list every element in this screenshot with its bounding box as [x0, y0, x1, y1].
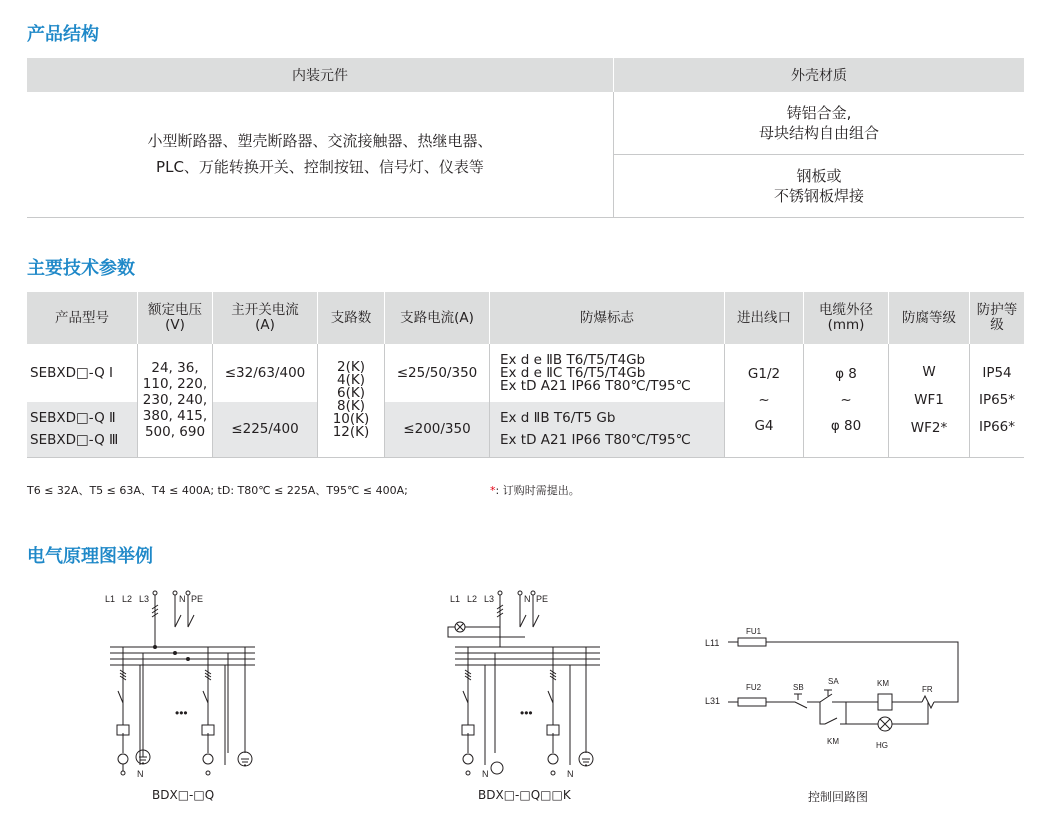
components-line2: PLC、万能转换开关、控制按钮、信号灯、仪表等 — [156, 158, 484, 177]
header-voltage-line2: (V) — [165, 317, 185, 333]
order-note — [490, 482, 580, 498]
header-main-current — [213, 292, 318, 344]
label-n-bottom: N — [137, 769, 144, 779]
inlet-top: G1/2 — [747, 366, 781, 383]
header-branches: 支路数 — [318, 292, 385, 344]
coil-icon — [878, 694, 892, 710]
row1-ex-line: Ex tD A21 IP66 T80℃/T95℃ — [500, 377, 691, 394]
voltage-line: 230, 240, — [142, 392, 208, 409]
material2-line1: 钢板或 — [796, 166, 842, 185]
ground-symbol — [582, 759, 590, 765]
main-switch-lines — [497, 595, 539, 647]
terminal-icon — [206, 771, 210, 775]
header-inlet: 进出线口 — [725, 292, 804, 344]
signal-lamp-cross — [880, 719, 890, 729]
branches-line: 4(K) — [337, 372, 365, 389]
row2-model-line: SEBXD□-Q Ⅲ — [30, 432, 119, 449]
header-protection: 防护等级 — [970, 292, 1025, 344]
protection-ip65: IP65* — [978, 391, 1016, 408]
voltage-line: 24, 36, — [151, 360, 199, 377]
components-line1: 小型断路器、塑壳断路器、交流接触器、热继电器、 — [147, 132, 493, 151]
ground-icon — [491, 762, 503, 774]
inlet-bottom: G4 — [754, 418, 774, 435]
row2-main-current: ≤225/400 — [213, 402, 318, 457]
section-title-diagrams: 电气原理图举例 — [27, 546, 153, 567]
header-cable-line1: 电缆外径 — [819, 302, 873, 318]
header-main-current-line1: 主开关电流 — [231, 302, 299, 318]
label-pe: PE — [191, 594, 204, 604]
terminal-icon — [466, 771, 470, 775]
terminal-icon — [173, 591, 177, 595]
node-icon — [154, 646, 157, 649]
cable-cell — [804, 344, 889, 457]
branches-line: 10(K) — [332, 411, 370, 428]
label-hg: HG — [876, 741, 888, 750]
branches-line: 6(K) — [337, 385, 365, 402]
row1-main-current: ≤32/63/400 — [213, 344, 318, 402]
label-l3: L3 — [484, 594, 495, 604]
components-cell — [27, 92, 614, 217]
label-l31: L31 — [705, 696, 721, 706]
label-km-contact: KM — [827, 737, 839, 746]
inlet-cell — [725, 344, 804, 457]
section-title-params: 主要技术参数 — [27, 258, 135, 279]
structure-table — [27, 58, 1024, 218]
row1-branch-current: ≤25/50/350 — [385, 344, 490, 402]
voltage-line: 380, 415, — [142, 408, 208, 425]
header-ex-mark: 防爆标志 — [490, 292, 725, 344]
order-note-star: * — [490, 484, 496, 497]
row1-ex-mark — [490, 344, 725, 402]
header-cable-line2: (mm) — [827, 317, 865, 333]
lamp-icon — [203, 754, 213, 764]
voltage-line: 110, 220, — [142, 376, 208, 393]
header-material: 外壳材质 — [791, 68, 847, 84]
n-lines — [140, 653, 143, 765]
busbars — [110, 647, 255, 665]
row1-model: SEBXD□-Q Ⅰ — [30, 364, 114, 381]
material1-line1: 铸铝合金, — [786, 103, 852, 122]
voltage-line: 500, 690 — [144, 424, 206, 441]
header-branch-current: 支路电流(A) — [385, 292, 490, 344]
node-icon — [187, 658, 190, 661]
terminal-icon — [153, 591, 157, 595]
indicator-wiring — [448, 624, 525, 637]
label-fu2: FU2 — [746, 683, 762, 692]
branches-line: 2(K) — [337, 359, 365, 376]
protection-cell — [970, 344, 1025, 457]
branch2-lines — [548, 647, 556, 753]
terminal-icon — [121, 771, 125, 775]
ellipsis-dots: ••• — [520, 706, 533, 720]
header-voltage — [138, 292, 213, 344]
cable-bottom: φ 80 — [830, 418, 862, 435]
inlet-mid: ~ — [758, 392, 770, 409]
label-fu1: FU1 — [746, 627, 762, 636]
header-anticorrosion: 防腐等级 — [889, 292, 970, 344]
protection-ip66: IP66* — [978, 418, 1016, 435]
lamp-wire — [846, 702, 928, 724]
branch1-lines — [118, 647, 126, 753]
fuse-icon — [738, 698, 766, 706]
terminal-icon — [551, 771, 555, 775]
material2-line2: 不锈钢板焊接 — [773, 186, 864, 205]
terminal-icon — [498, 591, 502, 595]
label-l2: L2 — [122, 594, 133, 604]
material1-line2: 母块结构自由组合 — [758, 123, 879, 142]
anticorrosion-wf2: WF2* — [910, 420, 948, 437]
label-km: KM — [877, 679, 889, 688]
caption-d3: 控制回路图 — [808, 790, 869, 804]
anticorrosion-w: W — [922, 364, 936, 381]
caption-d1: BDX□-□Q — [152, 788, 215, 802]
section-title-structure: 产品结构 — [27, 24, 99, 45]
cable-top: φ 8 — [835, 366, 857, 383]
row2-branch-current: ≤200/350 — [385, 402, 490, 457]
label-l1: L1 — [450, 594, 461, 604]
header-cable — [804, 292, 889, 344]
label-n-bottom: N — [567, 769, 574, 779]
branches-line: 8(K) — [337, 398, 365, 415]
row2-model — [27, 402, 138, 457]
label-pe: PE — [536, 594, 549, 604]
row1-ex-line: Ex d e ⅡB T6/T5/T4Gb — [500, 351, 646, 368]
lamp-icon — [463, 754, 473, 764]
row2-ex-line: Ex tD A21 IP66 T80℃/T95℃ — [500, 432, 691, 449]
header-components: 内装元件 — [27, 58, 614, 92]
params-table — [27, 292, 1024, 458]
material1-cell — [614, 92, 1025, 154]
terminal-icon — [531, 591, 535, 595]
row2-ex-mark — [490, 402, 725, 457]
anticorrosion-cell — [889, 344, 970, 457]
order-note-text: : 订购时需提出。 — [495, 484, 580, 497]
branches-cell — [318, 344, 385, 457]
terminal-icon — [518, 591, 522, 595]
ground-symbol — [241, 759, 249, 765]
cable-mid: ~ — [840, 392, 852, 409]
row2-ex-line: Ex d ⅡB T6/T5 Gb — [500, 410, 616, 427]
label-fr: FR — [922, 685, 933, 694]
row2-model-line: SEBXD□-Q Ⅱ — [30, 410, 116, 427]
node-icon — [174, 652, 177, 655]
row1-ex-line: Ex d e ⅡC T6/T5/T4Gb — [500, 364, 646, 381]
main-switch-lines — [152, 595, 194, 647]
header-model: 产品型号 — [27, 292, 138, 344]
terminal-icon — [186, 591, 190, 595]
label-n: N — [524, 594, 531, 604]
ellipsis-dots: ••• — [175, 706, 188, 720]
l31-wire — [728, 690, 940, 724]
protection-ip54: IP54 — [982, 364, 1012, 381]
label-sa: SA — [828, 677, 839, 686]
label-sb: SB — [793, 683, 804, 692]
header-main-current-line2: (A) — [255, 317, 275, 333]
branch2-lines — [203, 647, 211, 753]
diagram-control-circuit — [700, 620, 970, 760]
lamp-icon — [118, 754, 128, 764]
label-l2: L2 — [467, 594, 478, 604]
label-l11: L11 — [705, 638, 720, 648]
lamp-icon — [548, 754, 558, 764]
branch1-lines — [463, 647, 471, 753]
label-l3: L3 — [139, 594, 150, 604]
diagram-bdx-q-k — [440, 585, 620, 785]
material2-cell — [614, 154, 1025, 217]
label-l1: L1 — [105, 594, 116, 604]
diagram-bdx-q — [95, 585, 275, 785]
branches-line: 12(K) — [332, 424, 370, 441]
n-lines — [485, 653, 495, 765]
header-voltage-line1: 额定电压 — [148, 302, 202, 318]
voltage-cell — [138, 344, 213, 457]
caption-d2: BDX□-□Q□□K — [478, 788, 571, 802]
limits-note: T6 ≤ 32A、T5 ≤ 63A、T4 ≤ 400A; tD: T80℃ ≤ 225A、T95℃ ≤ 400A; — [27, 484, 408, 497]
busbars — [455, 647, 600, 665]
fuse-icon — [738, 638, 766, 646]
anticorrosion-wf1: WF1 — [914, 392, 944, 409]
label-n-bottom: N — [482, 769, 489, 779]
label-n: N — [179, 594, 186, 604]
